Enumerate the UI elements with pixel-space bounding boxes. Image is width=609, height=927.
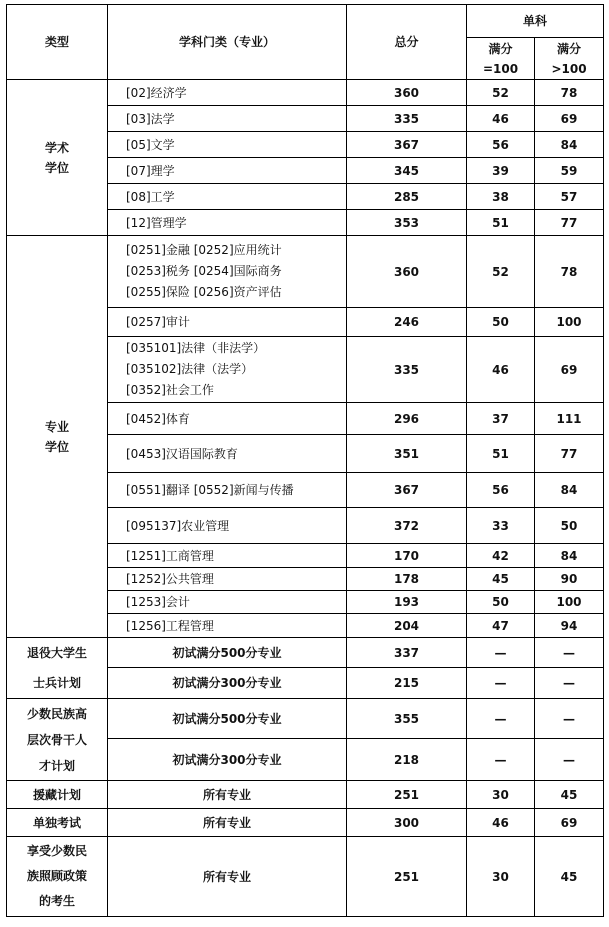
- row-name: [08]工学: [108, 184, 347, 210]
- row-sgt100: —: [535, 638, 604, 668]
- row-total: 300: [347, 809, 467, 837]
- table-row: [7, 837, 604, 917]
- row-s100: 30: [467, 837, 535, 917]
- row-sgt100: 90: [535, 568, 604, 591]
- academic-label: 学术 学位: [7, 80, 108, 236]
- table-row: [7, 699, 604, 739]
- row-s100: 52: [467, 236, 535, 308]
- row-total: 215: [347, 668, 467, 699]
- row-total: 355: [347, 699, 467, 739]
- row-s100: 46: [467, 809, 535, 837]
- row-sgt100: 100: [535, 308, 604, 337]
- independent-label: 单独考试: [7, 809, 108, 837]
- row-s100: 30: [467, 781, 535, 809]
- row-total: 170: [347, 544, 467, 568]
- row-sgt100: 111: [535, 403, 604, 435]
- header-single-gt100: 满分 >100: [535, 38, 604, 80]
- row-s100: 52: [467, 80, 535, 106]
- row-total: 193: [347, 591, 467, 614]
- table-row: [7, 781, 604, 809]
- row-sgt100: 45: [535, 781, 604, 809]
- row-s100: —: [467, 638, 535, 668]
- row-s100: 33: [467, 508, 535, 544]
- row-s100: 39: [467, 158, 535, 184]
- row-name: [035101]法律（非法学） [035102]法律（法学） [0352]社会工作: [108, 337, 347, 403]
- row-name: [0453]汉语国际教育: [108, 435, 347, 473]
- row-sgt100: —: [535, 739, 604, 781]
- row-name: 所有专业: [108, 809, 347, 837]
- header-total: 总分: [347, 5, 467, 80]
- row-total: 204: [347, 614, 467, 638]
- row-total: 178: [347, 568, 467, 591]
- table-row: [7, 80, 604, 106]
- row-name: 所有专业: [108, 837, 347, 917]
- row-s100: —: [467, 668, 535, 699]
- row-sgt100: 69: [535, 337, 604, 403]
- row-s100: 50: [467, 308, 535, 337]
- table-row: [7, 236, 604, 308]
- row-total: 351: [347, 435, 467, 473]
- row-sgt100: 84: [535, 132, 604, 158]
- row-name: [1256]工程管理: [108, 614, 347, 638]
- row-name: [0257]审计: [108, 308, 347, 337]
- row-total: 360: [347, 80, 467, 106]
- row-sgt100: 100: [535, 591, 604, 614]
- row-s100: 51: [467, 210, 535, 236]
- row-s100: 38: [467, 184, 535, 210]
- row-total: 345: [347, 158, 467, 184]
- row-name: 初试满分300分专业: [108, 739, 347, 781]
- row-sgt100: 94: [535, 614, 604, 638]
- row-s100: 56: [467, 132, 535, 158]
- row-name: [12]管理学: [108, 210, 347, 236]
- row-sgt100: 50: [535, 508, 604, 544]
- row-total: 285: [347, 184, 467, 210]
- row-total: 296: [347, 403, 467, 435]
- row-name: [02]经济学: [108, 80, 347, 106]
- row-sgt100: —: [535, 668, 604, 699]
- row-total: 337: [347, 638, 467, 668]
- row-sgt100: 77: [535, 435, 604, 473]
- row-s100: 51: [467, 435, 535, 473]
- header-type: 类型: [7, 5, 108, 80]
- row-sgt100: 59: [535, 158, 604, 184]
- row-total: 251: [347, 781, 467, 809]
- veterans-label: 退役大学生 士兵计划: [7, 638, 108, 699]
- policy-label: 享受少数民 族照顾政策 的考生: [7, 837, 108, 917]
- row-total: 360: [347, 236, 467, 308]
- table-row: [7, 809, 604, 837]
- row-sgt100: 84: [535, 473, 604, 508]
- header-single: 单科: [467, 5, 604, 38]
- tibet-label: 援藏计划: [7, 781, 108, 809]
- row-total: 251: [347, 837, 467, 917]
- professional-label: 专业 学位: [7, 236, 108, 638]
- row-name: [1252]公共管理: [108, 568, 347, 591]
- row-total: 246: [347, 308, 467, 337]
- row-s100: 37: [467, 403, 535, 435]
- row-name: 初试满分300分专业: [108, 668, 347, 699]
- minority-label: 少数民族高 层次骨干人 才计划: [7, 699, 108, 781]
- row-name: [095137]农业管理: [108, 508, 347, 544]
- row-name: 初试满分500分专业: [108, 699, 347, 739]
- row-s100: —: [467, 739, 535, 781]
- row-sgt100: 69: [535, 809, 604, 837]
- row-name: [07]理学: [108, 158, 347, 184]
- row-name: 所有专业: [108, 781, 347, 809]
- table-row: [7, 638, 604, 668]
- score-table: [6, 4, 604, 917]
- row-name: [0452]体育: [108, 403, 347, 435]
- row-s100: 42: [467, 544, 535, 568]
- row-name: [0251]金融 [0252]应用统计 [0253]税务 [0254]国际商务 [0255]保险 [0256]资产评估: [108, 236, 347, 308]
- row-s100: 46: [467, 106, 535, 132]
- row-s100: 47: [467, 614, 535, 638]
- row-sgt100: 77: [535, 210, 604, 236]
- row-sgt100: 57: [535, 184, 604, 210]
- row-total: 335: [347, 106, 467, 132]
- row-name: [05]文学: [108, 132, 347, 158]
- row-sgt100: 84: [535, 544, 604, 568]
- header-category: 学科门类（专业）: [108, 5, 347, 80]
- row-name: [03]法学: [108, 106, 347, 132]
- row-total: 353: [347, 210, 467, 236]
- row-sgt100: 78: [535, 80, 604, 106]
- row-name: [1253]会计: [108, 591, 347, 614]
- row-total: 367: [347, 473, 467, 508]
- row-total: 335: [347, 337, 467, 403]
- row-s100: —: [467, 699, 535, 739]
- row-total: 218: [347, 739, 467, 781]
- row-total: 372: [347, 508, 467, 544]
- row-sgt100: —: [535, 699, 604, 739]
- row-s100: 45: [467, 568, 535, 591]
- header-single-100: 满分 =100: [467, 38, 535, 80]
- row-s100: 46: [467, 337, 535, 403]
- row-sgt100: 45: [535, 837, 604, 917]
- row-sgt100: 69: [535, 106, 604, 132]
- row-name: [1251]工商管理: [108, 544, 347, 568]
- row-s100: 50: [467, 591, 535, 614]
- row-total: 367: [347, 132, 467, 158]
- row-name: 初试满分500分专业: [108, 638, 347, 668]
- row-sgt100: 78: [535, 236, 604, 308]
- row-s100: 56: [467, 473, 535, 508]
- row-name: [0551]翻译 [0552]新闻与传播: [108, 473, 347, 508]
